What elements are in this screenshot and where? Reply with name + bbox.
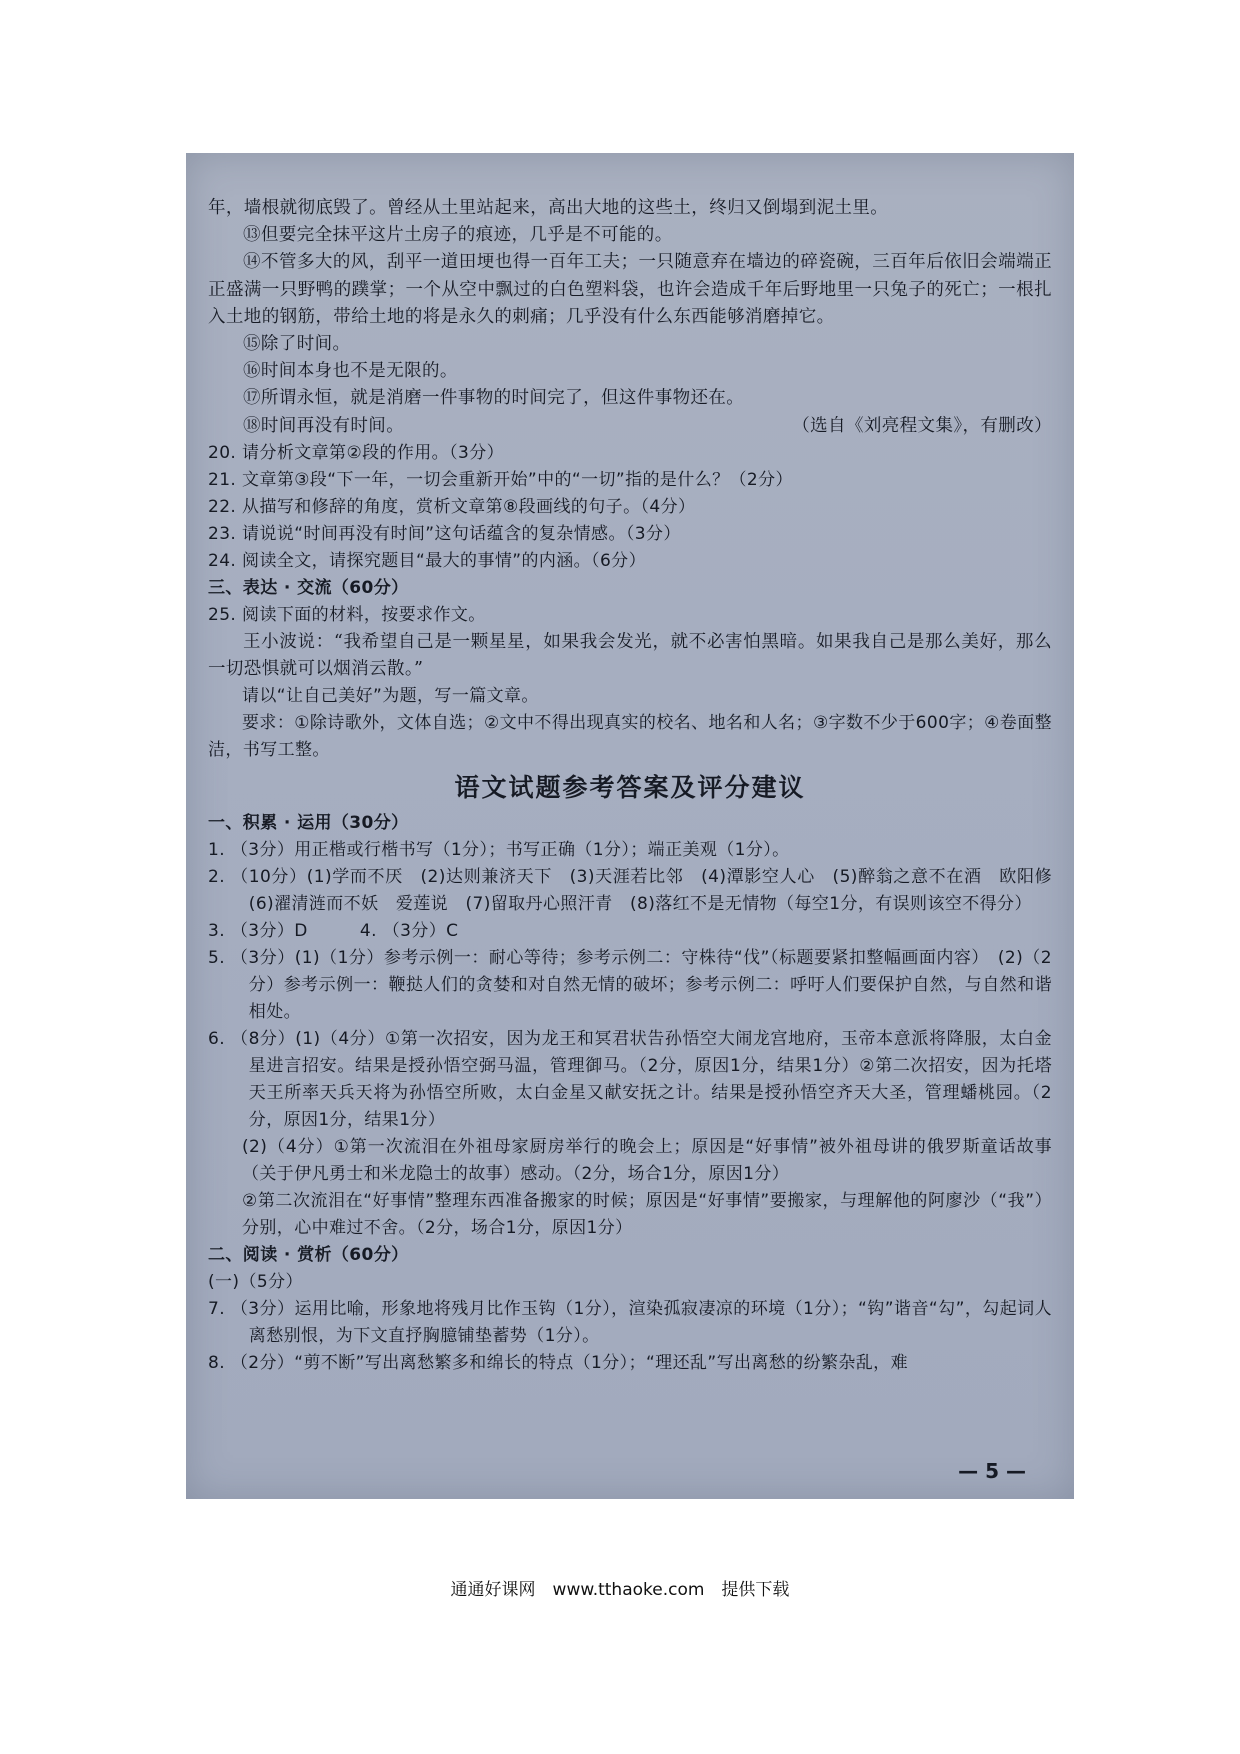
download-footer: 通通好课网 www.tthaoke.com 提供下载	[450, 1580, 790, 1600]
answer-6-part-1: 6. （8分）(1)（4分）①第一次招安，因为龙王和冥君状告孙悟空大闹龙宫地府，玉帝本意派将降服，太白金星进言招安。结果是授孙悟空弼马温，管理御马。（2分，原因1分，结果1分）②第二次招安，因为托塔天王所率天兵天将为孙悟空所败，太白金星又献安抚之计。结果是授孙悟空齐天大圣，管理蟠桃园。（2分，原因1分，结果1分）	[208, 1028, 1052, 1130]
answer-5: 5. （3分）(1)（1分）参考示例一：耐心等待；参考示例二：守株待“伐”（标题要紧扣整幅画面内容） (2)（2分）参考示例一：鞭挞人们的贪婪和对自然无情的破坏；参考示例二：呼吁人们要保护自然，与自然和谐相处。	[208, 947, 1052, 1022]
essay-quote: 王小波说：“我希望自己是一颗星星，如果我会发光，就不必害怕黑暗。如果我自己是那么美好，那么一切恐惧就可以烟消云散。”	[208, 632, 1052, 680]
answer-6-part-2b: ②第二次流泪在“好事情”整理东西准备搬家的时候；原因是“好事情”要搬家，与理解他的阿廖沙（“我”）分别，心中难过不舍。（2分，场合1分，原因1分）	[242, 1190, 1052, 1238]
answer-6-part-2a: (2)（4分）①第一次流泪在外祖母家厨房举行的晚会上；原因是“好事情”被外祖母讲的俄罗斯童话故事（关于伊凡勇士和米龙隐士的故事）感动。（2分，场合1分，原因1分）	[242, 1136, 1052, 1184]
paragraph-16: ⑯时间本身也不是无限的。	[243, 361, 458, 382]
paragraph-15: ⑮除了时间。	[243, 334, 351, 355]
answer-7: 7. （3分）运用比喻，形象地将残月比作玉钩（1分），渲染孤寂凄凉的环境（1分）；“钩”谐音“勾”，勾起词人离愁别恨，为下文直抒胸臆铺垫蓄势（1分）。	[208, 1299, 1052, 1347]
answer-8: 8. （2分）“剪不断”写出离愁繁多和绵长的特点（1分）；“理还乱”写出离愁的纷繁杂乱，难	[208, 1353, 908, 1374]
page-content	[208, 195, 1070, 1377]
question-22: 22. 从描写和修辞的角度，赏析文章第⑧段画线的句子。（4分）	[208, 496, 696, 517]
paragraph-18-text: ⑱时间再没有时间。	[243, 415, 405, 436]
paragraph-14: ⑭不管多大的风，刮平一道田埂也得一百年工夫；一只随意弃在墙边的碎瓷碗，三百年后依旧会端端正正盛满一只野鸭的蹼掌；一个从空中飘过的白色塑料袋，也许会造成千年后野地里一只兔子的死亡；一根扎入土地的钢筋，带给土地的将是永久的刺痛；几乎没有什么东西能够消磨掉它。	[208, 252, 1052, 327]
answer-section-2-heading: 二、阅读 · 赏析（60分）	[208, 1244, 409, 1265]
source-citation: （选自《刘亮程文集》，有删改）	[792, 415, 1052, 436]
answer-section-1-heading: 一、积累 · 运用（30分）	[208, 812, 409, 833]
section-3-heading: 三、表达 · 交流（60分）	[208, 577, 409, 598]
answer-1: 1. （3分）用正楷或行楷书写（1分）；书写正确（1分）；端正美观（1分）。	[208, 839, 790, 860]
page-number: — 5 —	[958, 1459, 1026, 1483]
answer-subsection-1: (一)（5分）	[208, 1272, 303, 1293]
answer-key-title: 语文试题参考答案及评分建议	[454, 773, 806, 803]
paragraph-18	[208, 413, 1052, 440]
essay-prompt: 请以“让自己美好”为题，写一篇文章。	[242, 686, 539, 707]
paragraph-17: ⑰所谓永恒，就是消磨一件事物的时间完了，但这件事物还在。	[243, 388, 745, 409]
question-21: 21. 文章第③段“下一年，一切会重新开始”中的“一切”指的是什么？（2分）	[208, 469, 793, 490]
essay-requirements: 要求：①除诗歌外，文体自选；②文中不得出现真实的校名、地名和人名；③字数不少于600字；④卷面整洁，书写工整。	[208, 713, 1052, 761]
paragraph-12-cont: 年，墙根就彻底毁了。曾经从土里站起来，高出大地的这些土，终归又倒塌到泥土里。	[208, 198, 889, 218]
paragraph-13: ⑬但要完全抹平这片土房子的痕迹，几乎是不可能的。	[243, 225, 673, 246]
question-20: 20. 请分析文章第②段的作用。（3分）	[208, 442, 504, 463]
question-23: 23. 请说说“时间再没有时间”这句话蕴含的复杂情感。（3分）	[208, 523, 681, 544]
question-24: 24. 阅读全文，请探究题目“最大的事情”的内涵。（6分）	[208, 550, 646, 571]
answer-2: 2. （10分）(1)学而不厌 (2)达则兼济天下 (3)天涯若比邻 (4)潭影空人心 (5)醉翁之意不在酒 欧阳修 (6)濯清涟而不妖 爱莲说 (7)留取丹心照汗青 (8)落红不是无情物（每空1分，有误则该空不得分）	[208, 866, 1070, 914]
question-25: 25. 阅读下面的材料，按要求作文。	[208, 605, 486, 626]
answer-3-4: 3. （3分）D 4. （3分）C	[208, 920, 459, 941]
scanned-page-photo	[186, 153, 1074, 1499]
